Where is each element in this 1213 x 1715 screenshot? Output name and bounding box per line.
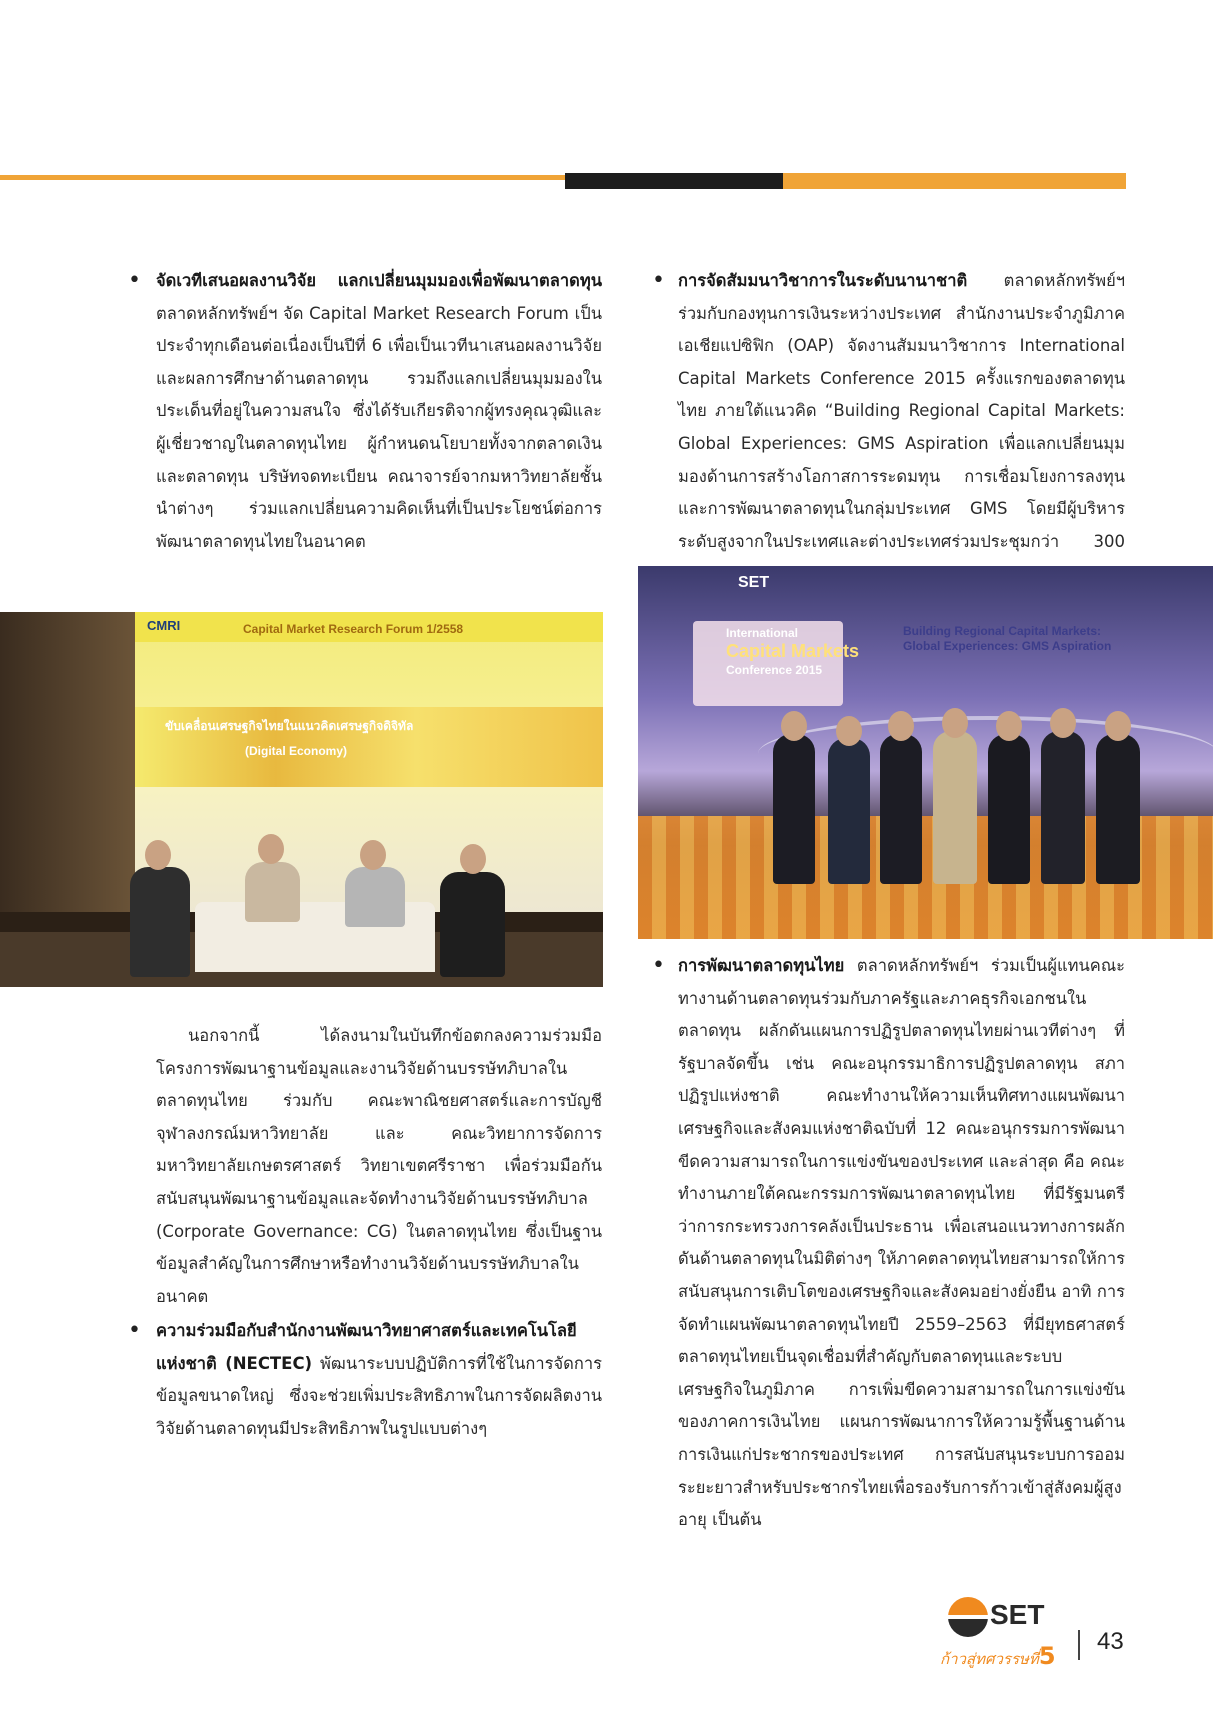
- photo-cmri-forum: [0, 612, 603, 987]
- icmc-banner-line1: International: [726, 626, 799, 640]
- icmc-theme-line1: Building Regional Capital Markets:: [903, 624, 1102, 638]
- left-bullet2-body: พัฒนาระบบปฏิบัติการที่ใช้ในการจัดการข้อมูลขนาดใหญ่ ซึ่งจะช่วยเพิ่มประสิทธิภาพในการจัดผลิตงานวิจัยด้านตลาดทุนมีประสิทธิภาพในรูปแบบต่างๆ: [156, 1353, 602, 1438]
- left-bullet1-lead: จัดเวทีเสนอผลงานวิจัย แลกเปลี่ยนมุมมองเพื่อพัฒนาตลาดทุน: [156, 271, 602, 290]
- icmc-banner-line2: Capital Markets: [726, 641, 860, 661]
- cmri-slide-thai: ขับเคลื่อนเศรษฐกิจไทยในแนวคิดเศรษฐกิจดิจิทัล: [165, 719, 414, 733]
- set-tagline: [940, 1642, 1056, 1671]
- bullet-icon: •: [652, 268, 665, 293]
- photo-icmc-conference: [638, 566, 1213, 939]
- right-bullet-capital-market-development: [678, 950, 1125, 1537]
- right-bullet-international-seminar: [678, 265, 1125, 591]
- cmri-slide-en: (Digital Economy): [245, 744, 348, 758]
- left-paragraph-mou: นอกจากนี้ ได้ลงนามในบันทึกข้อตกลงความร่วมมือโครงการพัฒนาฐานข้อมูลและงานวิจัยด้านบรรษัทภิบาลในตลาดทุนไทย ร่วมกับ คณะพาณิชยศาสตร์และการบัญชี จุฬาลงกรณ์มหาวิทยาลัย และ คณะวิทยาการจัดการ มหาวิทยาลัยเกษตรศาสตร์ วิทยาเขตศรีราชา เพื่อร่วมมือกันสนับสนุนพัฒนาฐานข้อมูลและจัดทำงานวิจัยด้านบรรษัทภิบาล (Corporate Governance: CG) ในตลาดทุนไทย ซึ่งเป็นฐานข้อมูลสำคัญในการศึกษาหรือทำงานวิจัยด้านบรรษัทภิบาลในอนาคต: [156, 1026, 602, 1306]
- left-bullet-research-forum: [156, 265, 602, 558]
- cmri-slide-title: Capital Market Research Forum 1/2558: [243, 622, 464, 636]
- cmri-logo: CMRI: [147, 618, 181, 633]
- bullet-icon: •: [128, 1318, 141, 1343]
- set-tagline-text: ก้าวสู่ทศวรรษที่: [940, 1650, 1039, 1668]
- bullet-icon: •: [128, 268, 141, 293]
- bullet-icon: •: [652, 953, 665, 978]
- set-logo: [940, 1597, 1070, 1677]
- set-tagline-number: 5: [1038, 1642, 1056, 1670]
- header-rule-orange-right: [783, 173, 1126, 189]
- right-bullet1-lead: การจัดสัมมนาวิชาการในระดับนานาชาติ: [678, 271, 968, 290]
- right-bullet2-lead: การพัฒนาตลาดทุนไทย: [678, 956, 845, 975]
- icmc-set-logo: SET: [738, 574, 770, 591]
- right-bullet2-body: ตลาดหลักทรัพย์ฯ ร่วมเป็นผู้แทนคณะทางานด้านตลาดทุนร่วมกับภาครัฐและภาคธุรกิจเอกชนในตลาดทุน ผลักดันแผนการปฏิรูปตลาดทุนไทยผ่านเวทีต่างๆ ที่รัฐบาลจัดขึ้น เช่น คณะอนุกรรมาธิการปฏิรูปตลาดทุน สภาปฏิรูปแห่งชาติ คณะทำงานให้ความเห็นทิศทางแผนพัฒนาเศรษฐกิจและสังคมแห่งชาติฉบับที่ 12 คณะอนุกรรมการพัฒนาขีดความสามารถในการแข่งขันของประเทศ และล่าสุด คือ คณะทำงานภายใต้คณะกรรมการพัฒนาตลาดทุนไทย ที่มีรัฐมนตรีว่าการกระทรวงการคลังเป็นประธาน เพื่อเสนอแนวทางการผลักดันด้านตลาดทุนในมิติต่างๆ ให้ภาคตลาดทุนไทยสามารถให้การสนับสนุนการเติบโตของเศรษฐกิจและสังคมอย่างยั่งยืน อาทิ การจัดทำแผนพัฒนาตลาดทุนไทยปี 2559–2563 ที่มียุทธศาสตร์ตลาดทุนไทยเป็นจุดเชื่อมที่สำคัญกับตลาดทุนและระบบเศรษฐกิจในภูมิภาค การเพิ่มขีดความสามารถในการแข่งขันของภาคการเงินไทย แผนการพัฒนาการให้ความรู้พื้นฐานด้านการเงินแก่ประชากรของประเทศ การสนับสนุนระบบการออมระยะยาวสำหรับประชากรไทยเพื่อรองรับการก้าวเข้าสู่สังคมผู้สูงอายุ เป็นต้น: [678, 956, 1125, 1530]
- footer-separator: [1078, 1630, 1080, 1660]
- icmc-theme-line2: Global Experiences: GMS Aspiration: [903, 639, 1112, 653]
- header-rule-black: [565, 173, 783, 189]
- left-bullet1-body: ตลาดหลักทรัพย์ฯ จัด Capital Market Research Forum เป็นประจำทุกเดือนต่อเนื่องเป็นปีที่ 6 เพื่อเป็นเวทีนาเสนอผลงานวิจัยและผลการศึกษาด้านตลาดทุน รวมถึงแลกเปลี่ยนมุมมองในประเด็นที่อยู่ในความสนใจ ซึ่งได้รับเกียรติจากผู้ทรงคุณวุฒิและผู้เชี่ยวชาญในตลาดทุนไทย ผู้กำหนดนโยบายทั้งจากตลาดเงินและตลาดทุน บริษัทจดทะเบียน คณาจารย์จากมหาวิทยาลัยชั้นนำต่างๆ ร่วมแลกเปลี่ยนความคิดเห็นที่เป็นประโยชน์ต่อการพัฒนาตลาดทุนไทยในอนาคต: [156, 303, 602, 551]
- header-rule-orange-left: [0, 175, 565, 180]
- right-bullet1-body: ตลาดหลักทรัพย์ฯ ร่วมกับกองทุนการเงินระหว่างประเทศ สำนักงานประจำภูมิภาคเอเชียแปซิฟิก (OAP) จัดงานสัมมนาวิชาการ International Capital Markets Conference 2015 ครั้งแรกของตลาดทุนไทย ภายใต้แนวคิด “Building Regional Capital Markets: Global Experiences: GMS Aspiration เพื่อแลกเปลี่ยนมุมมองด้านการสร้างโอกาสการระดมทุน การเชื่อมโยงการลงทุนและการพัฒนาตลาดทุนในกลุ่มประเทศ GMS โดยมีผู้บริหารระดับสูงจากในประเทศและต่างประเทศร่วมประชุมกว่า 300: [678, 271, 1125, 551]
- icmc-banner-line3: Conference 2015: [726, 663, 823, 677]
- set-logo-icon: [948, 1597, 988, 1637]
- left-bullet2-lead: ความร่วมมือกับสำนักงานพัฒนาวิทยาศาสตร์และเทคโนโลยีแห่งชาติ (NECTEC): [156, 1321, 577, 1373]
- left-bullet-nectec: [156, 1315, 602, 1445]
- page-number: 43: [1097, 1628, 1124, 1655]
- set-logo-text: SET: [990, 1599, 1045, 1630]
